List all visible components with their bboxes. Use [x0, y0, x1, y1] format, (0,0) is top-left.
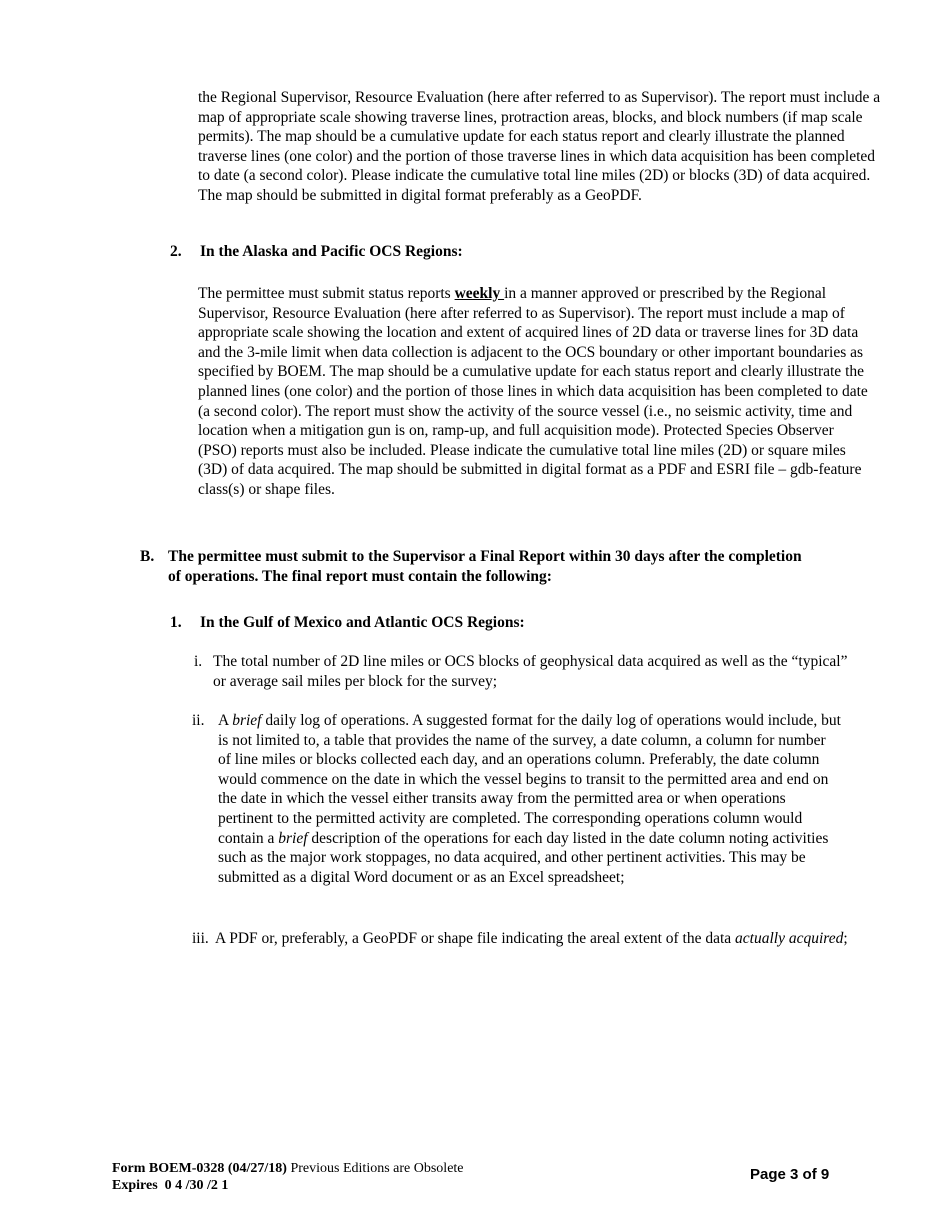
section-b1-heading — [170, 613, 870, 633]
list-item-ii-text — [218, 711, 842, 887]
list-item-iii-em: actually acquired — [735, 930, 844, 947]
section-a2-text-after: in a manner approved or prescribed by the Regional Supervisor, Resource Evaluation (here after referred to as Supervisor). The report must include a map of appropriate scale showing the location and extent of acquired lines of 2D data or traverse lines for 3D data and the 3-mile limit when data collection is adjacent to the OCS boundary or other important boundaries as specified by BOEM. The map should be a cumulative update for each status report and clearly illustrate the planned lines (one color) and the portion of those lines in which data acquisition has been completed to date (a second color). The report must show the activity of the source vessel (i.e., no seismic activity, time and location when a mitigation gun is on, ramp-up, and full acquisition mode). Protected Species Observer (PSO) reports must also be included. Please indicate the cumulative total line miles (2D) or square miles (3D) of data acquired. The map should be submitted in digital format as a PDF and ESRI file – gdb-feature class(s) or shape files. — [198, 285, 868, 498]
list-item-ii-em1: brief — [232, 712, 262, 729]
footer-expires: Expires 0 4 /30 /2 1 — [112, 1178, 229, 1193]
list-item-ii-label: ii. — [192, 712, 205, 729]
list-item-i-text: The total number of 2D line miles or OCS blocks of geophysical data acquired as well as the “typical” or average sail miles per block for the survey; — [213, 653, 848, 690]
footer-obsolete-note: Previous Editions are Obsolete — [290, 1161, 464, 1176]
section-a2-paragraph — [198, 284, 872, 500]
list-item-i-label: i. — [194, 653, 203, 670]
list-item-ii-post: description of the operations for each day listed in the date column noting activities such as the major work stoppages, no data acquired, and other pertinent activities. This may be submitted as a digital Word document or as an Excel spreadsheet; — [218, 829, 829, 886]
section-b-text: The permittee must submit to the Supervisor a Final Report within 30 days after the completion of operations. The final report must contain the following: — [168, 548, 802, 585]
list-item-iii-post: ; — [843, 930, 848, 947]
page-number: Page 3 of 9 — [750, 1166, 830, 1183]
section-a2-text-before: The permittee must submit status reports — [198, 285, 455, 302]
list-item-ii — [192, 711, 852, 887]
section-b-heading — [140, 547, 820, 586]
list-item-iii-label: iii. — [192, 930, 209, 947]
weekly-emphasis: weekly — [454, 285, 505, 302]
section-b-letter: B. — [140, 548, 155, 565]
continuation-paragraph: the Regional Supervisor, Resource Evaluation (here after referred to as Supervisor). The report must include a map of appropriate scale showing traverse lines, protraction areas, blocks, and block numbers (if map scale permits). The map should be a cumulative update for each status report and clearly illustrate the planned traverse lines (one color) and the portion of those traverse lines in which data acquisition has been completed to date (a second color). Please indicate the cumulative total line miles (2D) or blocks (3D) of data acquired. The map should be submitted in digital format preferably as a GeoPDF. — [198, 89, 881, 204]
list-item-iii-text — [215, 929, 860, 949]
section-a2-title: In the Alaska and Pacific OCS Regions: — [200, 243, 463, 260]
section-a2-heading — [170, 242, 870, 262]
section-b1-title: In the Gulf of Mexico and Atlantic OCS Regions: — [200, 614, 525, 631]
section-a2-number: 2. — [170, 243, 182, 260]
section-b1-number: 1. — [170, 614, 182, 631]
list-item-ii-pre: A — [218, 712, 233, 729]
list-item-iii — [192, 929, 864, 949]
list-item-ii-em2: brief — [278, 829, 308, 847]
list-item-i — [194, 652, 864, 691]
footer-form-id: Form BOEM-0328 (04/27/18) — [112, 1161, 287, 1176]
footer-form-info — [112, 1160, 464, 1194]
list-item-iii-pre: A PDF or, preferably, a GeoPDF or shape file indicating the areal extent of the data — [215, 930, 736, 947]
list-item-ii-mid: daily log of operations. A suggested format for the daily log of operations would include, but is not limited to, a table that provides the name of the survey, a date column, a column for number of line miles or blocks collected each day, and an operations column. Preferably, the date column would commence on the date in which the vessel begins to transit to the permitted area and end on the date in which the vessel either transits away from the permitted area or when operations pertinent to the permitted activity are completed. The corresponding operations column would contain a — [218, 712, 841, 847]
